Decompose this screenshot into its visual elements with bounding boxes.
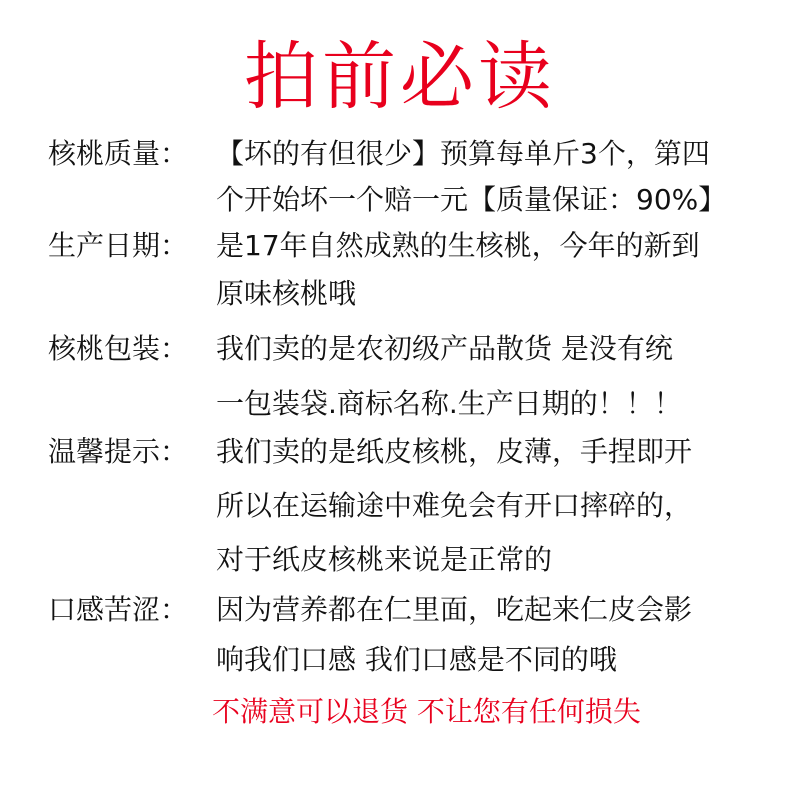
tips-text-line-1: 我们卖的是纸皮核桃，皮薄，手捏即开 xyxy=(216,435,693,468)
quality-text-line-1: 【坏的有但很少】预算每单斤3个，第四 xyxy=(216,137,710,170)
production-date-text-line-1: 是17年自然成熟的生核桃，今年的新到 xyxy=(216,229,700,262)
quality-text-line-2: 个开始坏一个赔一元【质量保证：90%】 xyxy=(216,183,727,216)
label-tips: 温馨提示： xyxy=(48,435,189,468)
label-packaging: 核桃包装： xyxy=(48,332,189,365)
tips-text-line-2: 所以在运输途中难免会有开口摔碎的， xyxy=(216,489,693,522)
label-taste: 口感苦涩： xyxy=(48,593,189,626)
return-notice: 不满意可以退货 不让您有任何损失 xyxy=(212,695,641,728)
production-date-text-line-2: 原味核桃哦 xyxy=(216,277,357,310)
taste-text-line-1: 因为营养都在仁里面，吃起来仁皮会影 xyxy=(216,593,693,626)
packaging-text-line-2: 一包装袋.商标名称.生产日期的！！！ xyxy=(216,387,682,420)
label-production-date: 生产日期： xyxy=(48,229,189,262)
tips-text-line-3: 对于纸皮核桃来说是正常的 xyxy=(216,543,553,576)
packaging-text-line-1: 我们卖的是农初级产品散货 是没有统 xyxy=(216,332,673,365)
label-quality: 核桃质量： xyxy=(48,137,189,170)
taste-text-line-2: 响我们口感 我们口感是不同的哦 xyxy=(216,643,617,676)
page-title: 拍前必读 xyxy=(244,34,556,120)
